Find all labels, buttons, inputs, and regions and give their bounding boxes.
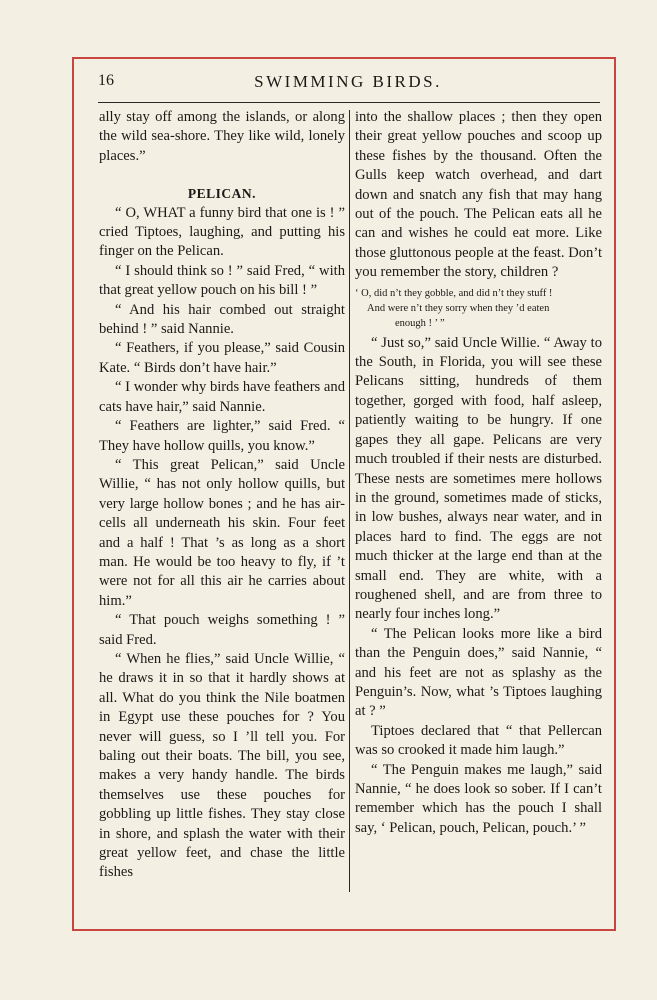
section-heading: PELICAN. [187,186,257,202]
paragraph: Tiptoes declared that “ that Pellercan was so crooked it made him laugh.” [355,722,602,759]
paragraph: “ I should think so ! ” said Fred, “ with that great yellow pouch on his bill ! ” [99,262,345,299]
verse-quote [355,286,602,331]
paragraph: “ This great Pelican,” said Uncle Willie, “ has not only hollow quills, but very large hollow bones ; and he has air-cells all underneath his skin. Four feet and a half ! That ’s as long as a short man. He would be too heavy to fly, if ’t were not for all this air he carries about him.” [99,456,345,609]
paragraph: “ Feathers, if you please,” said Cousin Kate. “ Birds don’t have hair.” [99,340,345,376]
left-column [99,108,345,883]
right-column [355,108,602,838]
paragraph: “ Feathers are lighter,” said Fred. “ They have hollow quills, you know.” [99,418,345,454]
verse-line: enough ! ’ ” [395,317,445,329]
page-header [98,70,598,94]
paragraph: “ And his hair combed out straight behind ! ” said Nannie. [99,301,345,338]
paragraph: “ Just so,” said Uncle Willie. “ Away to the South, in Florida, you will see these Pelicans sitting, hundreds of them together, gorged with food, half asleep, patiently waiting to be hungry. If one gapes they all gape. Pelicans are very much troubled if their nests are disturbed. These nests are sometimes mere hollows in the ground, sometimes made of sticks, in low bushes, always near water, and in places hard to find. The eggs are not much thicker at the large end than at the small end. They are white, with a roughened shell, and are from three to nearly four inches long.” [355,334,602,623]
paragraph: “ O, WHAT a funny bird that one is ! ” cried Tiptoes, laughing, and putting his finger on the Pelican. [99,204,345,260]
paragraph: “ That pouch weighs something ! ” said Fred. [99,612,345,648]
paragraph: into the shallow places ; then they open their great yellow pouches and scoop up these fishes by the thousand. Often the Gulls keep watch overhead, and dart down and snatch any fish that may hang out of the pouch. The Pelican eats all he can and wishes he could eat more. Like those gluttonous people at the feast. Don’t you remember the story, children ? [355,109,602,281]
column-divider [349,110,350,892]
verse-line: ‘ O, did n’t they gobble, and did n’t they stuff ! [355,287,553,299]
header-rule [98,102,600,103]
paragraph: “ When he flies,” said Uncle Willie, “ he draws it in so that it hardly shows at all. What do you think the Nile boatmen in Egypt use these pouches for ? You never will guess, so I ’ll tell you. For baling out their boats. The bill, you see, makes a very handy handle. The birds themselves use these pouches for gobbling up little fishes. They stay close in shore, and splash the water with their great yellow feet, and chase the little fishes [99,650,345,881]
running-title: SWIMMING BIRDS. [254,72,442,91]
paragraph: “ The Pelican looks more like a bird than the Penguin does,” said Nannie, “ and his feet are not as splashy as the Penguin’s. Now, what ’s Tiptoes laughing at ? ” [355,625,602,720]
paragraph: ally stay off among the islands, or along the wild sea-shore. They like wild, lonely places.” [99,109,345,164]
page-number: 16 [98,72,114,89]
paragraph: “ The Penguin makes me laugh,” said Nannie, “ he does look so sober. If I can’t remember which has the pouch I shall say, ‘ Pelican, pouch, Pelican, pouch.’ ” [355,761,602,836]
verse-line: And were n’t they sorry when they ’d eaten [367,302,550,314]
paragraph: “ I wonder why birds have feathers and cats have hair,” said Nannie. [99,379,345,415]
